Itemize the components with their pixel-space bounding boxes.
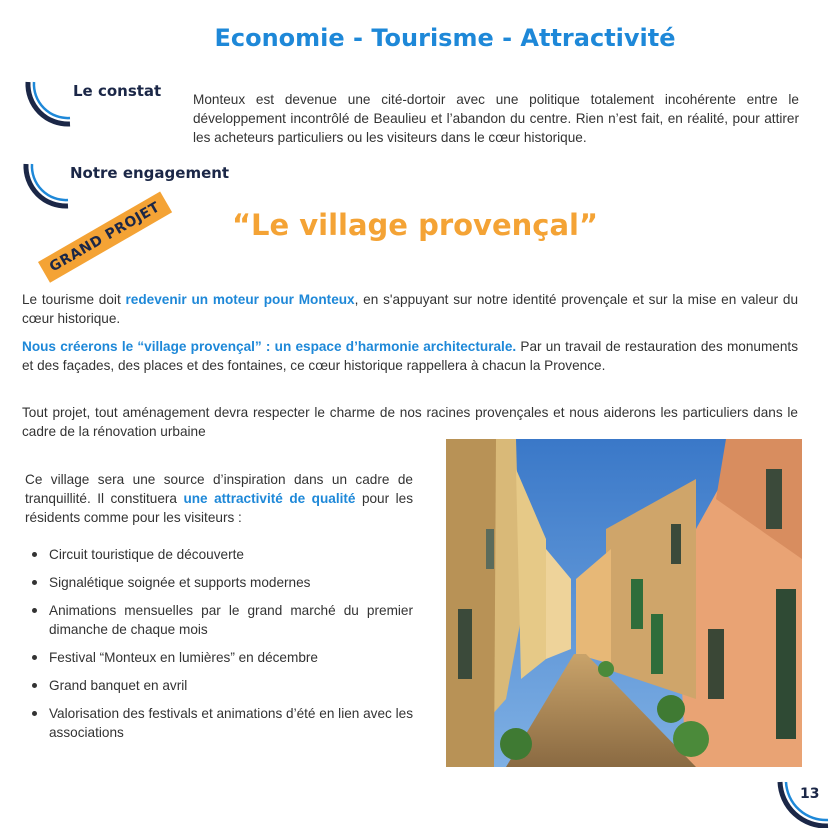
list-item: Signalétique soignée et supports modernes (27, 573, 413, 592)
p4-highlight: une attractivité de qualité (183, 491, 356, 506)
p4-text-end: pour les résidents comme pour les visiteurs : (25, 491, 413, 525)
project-headline: “Le village provençal” (231, 208, 599, 242)
page-number: 13 (800, 786, 820, 802)
p2-text: Par un travail de restauration des monuments et des façades, des places et des fontaines, ce cœur historique rappellera à chacun la Provence. (22, 339, 798, 373)
paragraph-1 (22, 290, 798, 328)
constat-text: Monteux est devenue une cité-dortoir avec une politique totalement incohérente entre le développement incontrôlé de Beaulieu et l’abandon du centre. Rien n’est fait, en réalité, pour attirer les acheteurs particuliers ou les visiteurs dans le cœur historique. (193, 92, 799, 145)
village-street-photo (446, 439, 802, 767)
paragraph-2 (22, 337, 798, 375)
p1-text-end: , en s'appuyant sur notre identité provençale et sur la mise en valeur du cœur historique. (22, 292, 799, 326)
p2-highlight: Nous créerons le “village provençal” : un espace d’harmonie architecturale. (22, 339, 517, 354)
list-item: Circuit touristique de découverte (27, 545, 413, 564)
list-item: Festival “Monteux en lumières” en décembre (27, 648, 413, 667)
p1-highlight: redevenir un moteur pour Monteux (125, 292, 355, 307)
page-corner-arc-icon (772, 776, 832, 828)
constat-label: Le constat (73, 82, 162, 100)
paragraph-3: Tout projet, tout aménagement devra respecter le charme de nos racines provençales et nous aiderons les particuliers dans le cadre de la rénovation urbaine (22, 405, 798, 439)
p1-text: Le tourisme doit (22, 292, 126, 307)
list-item: Valorisation des festivals et animations d’été en lien avec les associations (27, 704, 413, 742)
p4-text: Ce village sera une source d’inspiration dans un cadre de tranquillité. Il constituera (25, 472, 413, 506)
page-title: Economie - Tourisme - Attractivité (214, 24, 676, 52)
engagement-label: Notre engagement (70, 164, 230, 182)
section-arc-icon (22, 78, 74, 130)
paragraph-4 (25, 470, 413, 527)
list-item: Grand banquet en avril (27, 676, 413, 695)
section-arc-icon (20, 160, 72, 212)
grand-projet-stamp: GRAND PROJET (38, 192, 172, 283)
list-item: Animations mensuelles par le grand marché du premier dimanche de chaque mois (27, 601, 413, 639)
bullet-list (27, 545, 413, 751)
